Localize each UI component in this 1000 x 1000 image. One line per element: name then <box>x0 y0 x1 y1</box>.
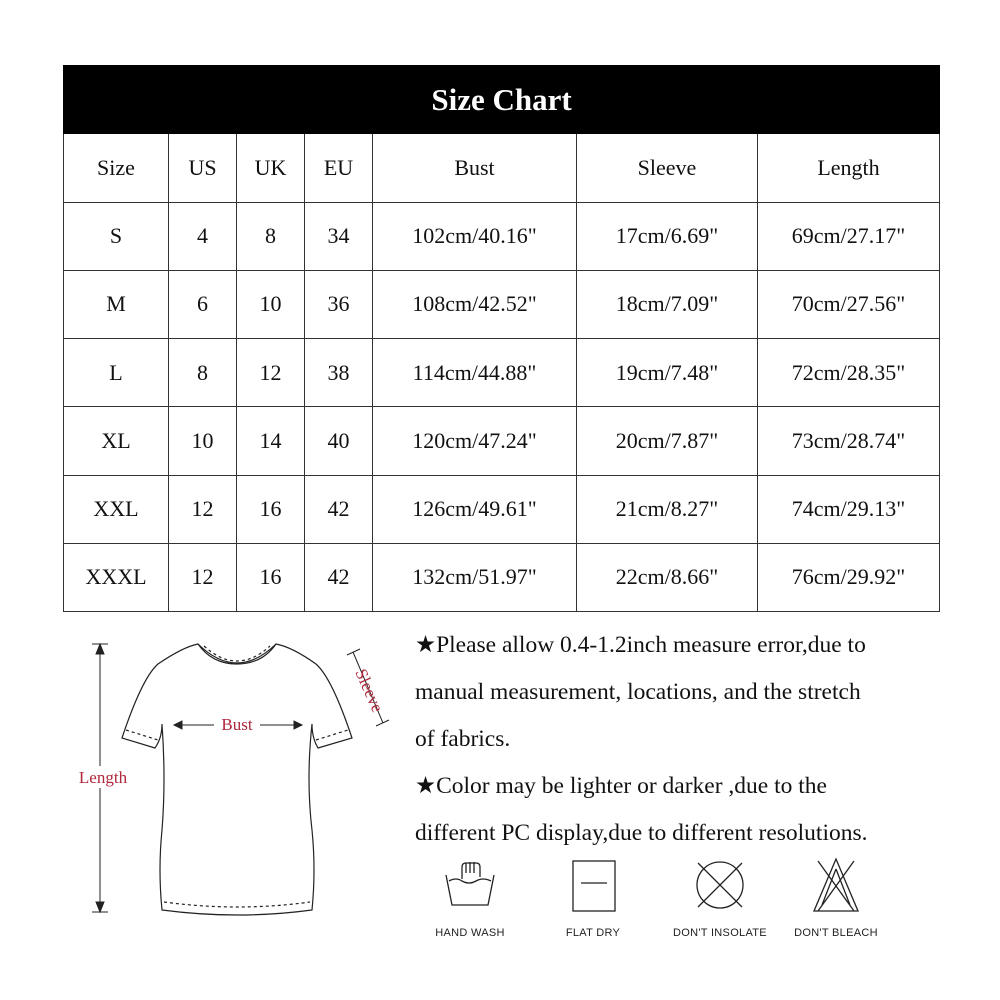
note-line: ★Color may be lighter or darker ,due to the <box>415 773 827 799</box>
table-row <box>64 202 940 270</box>
cell-bust: 108cm/42.52" <box>373 270 577 338</box>
dont-insolate-icon <box>690 855 750 915</box>
dont-bleach-label: DON'T BLEACH <box>794 927 878 939</box>
length-label: Length <box>78 768 128 787</box>
flat-dry-icon <box>563 855 623 915</box>
cell-bust: 120cm/47.24" <box>373 407 577 475</box>
bust-label: Bust <box>221 715 253 734</box>
header-us: US <box>169 134 237 202</box>
hand-wash-label: HAND WASH <box>435 927 505 939</box>
cell-length: 76cm/29.92" <box>758 543 940 611</box>
cell-sleeve: 18cm/7.09" <box>577 270 758 338</box>
cell-size: S <box>64 202 169 270</box>
cell-length: 72cm/28.35" <box>758 339 940 407</box>
cell-bust: 126cm/49.61" <box>373 475 577 543</box>
cell-bust: 132cm/51.97" <box>373 543 577 611</box>
note-line: of fabrics. <box>415 726 511 752</box>
cell-sleeve: 21cm/8.27" <box>577 475 758 543</box>
cell-sleeve: 20cm/7.87" <box>577 407 758 475</box>
cell-sleeve: 22cm/8.66" <box>577 543 758 611</box>
cell-size: XXL <box>64 475 169 543</box>
flat-dry-label: FLAT DRY <box>565 927 621 939</box>
table-row <box>64 543 940 611</box>
cell-us: 8 <box>169 339 237 407</box>
note-line: ★Please allow 0.4-1.2inch measure error,due to <box>415 632 866 658</box>
table-row <box>64 475 940 543</box>
cell-us: 4 <box>169 202 237 270</box>
table-header-row <box>64 134 940 202</box>
table-title: Size Chart <box>64 66 940 134</box>
cell-eu: 42 <box>305 475 373 543</box>
care-dont-insolate <box>660 855 780 939</box>
cell-sleeve: 19cm/7.48" <box>577 339 758 407</box>
size-chart-table <box>63 65 940 612</box>
dont-bleach-icon <box>806 855 866 915</box>
table-row <box>64 339 940 407</box>
header-sleeve: Sleeve <box>577 134 758 202</box>
care-dont-bleach <box>776 855 896 939</box>
cell-size: L <box>64 339 169 407</box>
cell-eu: 42 <box>305 543 373 611</box>
sleeve-label: Sleeve <box>351 665 388 716</box>
cell-size: M <box>64 270 169 338</box>
cell-length: 73cm/28.74" <box>758 407 940 475</box>
cell-us: 12 <box>169 543 237 611</box>
cell-size: XXXL <box>64 543 169 611</box>
header-length: Length <box>758 134 940 202</box>
cell-us: 6 <box>169 270 237 338</box>
cell-uk: 16 <box>237 475 305 543</box>
cell-uk: 16 <box>237 543 305 611</box>
cell-length: 69cm/27.17" <box>758 202 940 270</box>
care-instructions <box>420 855 900 955</box>
cell-us: 12 <box>169 475 237 543</box>
cell-length: 74cm/29.13" <box>758 475 940 543</box>
table-row <box>64 407 940 475</box>
cell-us: 10 <box>169 407 237 475</box>
cell-bust: 102cm/40.16" <box>373 202 577 270</box>
cell-eu: 34 <box>305 202 373 270</box>
note-line: different PC display,due to different resolutions. <box>415 820 868 846</box>
note-line: manual measurement, locations, and the stretch <box>415 679 861 705</box>
cell-eu: 40 <box>305 407 373 475</box>
table-row <box>64 270 940 338</box>
cell-uk: 12 <box>237 339 305 407</box>
header-uk: UK <box>237 134 305 202</box>
tshirt-measurement-diagram <box>70 630 400 920</box>
cell-uk: 14 <box>237 407 305 475</box>
cell-length: 70cm/27.56" <box>758 270 940 338</box>
cell-size: XL <box>64 407 169 475</box>
cell-eu: 38 <box>305 339 373 407</box>
hand-wash-icon <box>440 855 500 915</box>
tshirt-outline-icon <box>122 644 352 915</box>
dont-insolate-label: DON'T INSOLATE <box>673 927 767 939</box>
table-title-row <box>64 66 940 134</box>
header-bust: Bust <box>373 134 577 202</box>
cell-eu: 36 <box>305 270 373 338</box>
cell-sleeve: 17cm/6.69" <box>577 202 758 270</box>
header-size: Size <box>64 134 169 202</box>
cell-uk: 8 <box>237 202 305 270</box>
cell-uk: 10 <box>237 270 305 338</box>
measurement-notes <box>415 622 955 857</box>
care-flat-dry <box>533 855 653 939</box>
cell-bust: 114cm/44.88" <box>373 339 577 407</box>
care-hand-wash <box>410 855 530 939</box>
header-eu: EU <box>305 134 373 202</box>
